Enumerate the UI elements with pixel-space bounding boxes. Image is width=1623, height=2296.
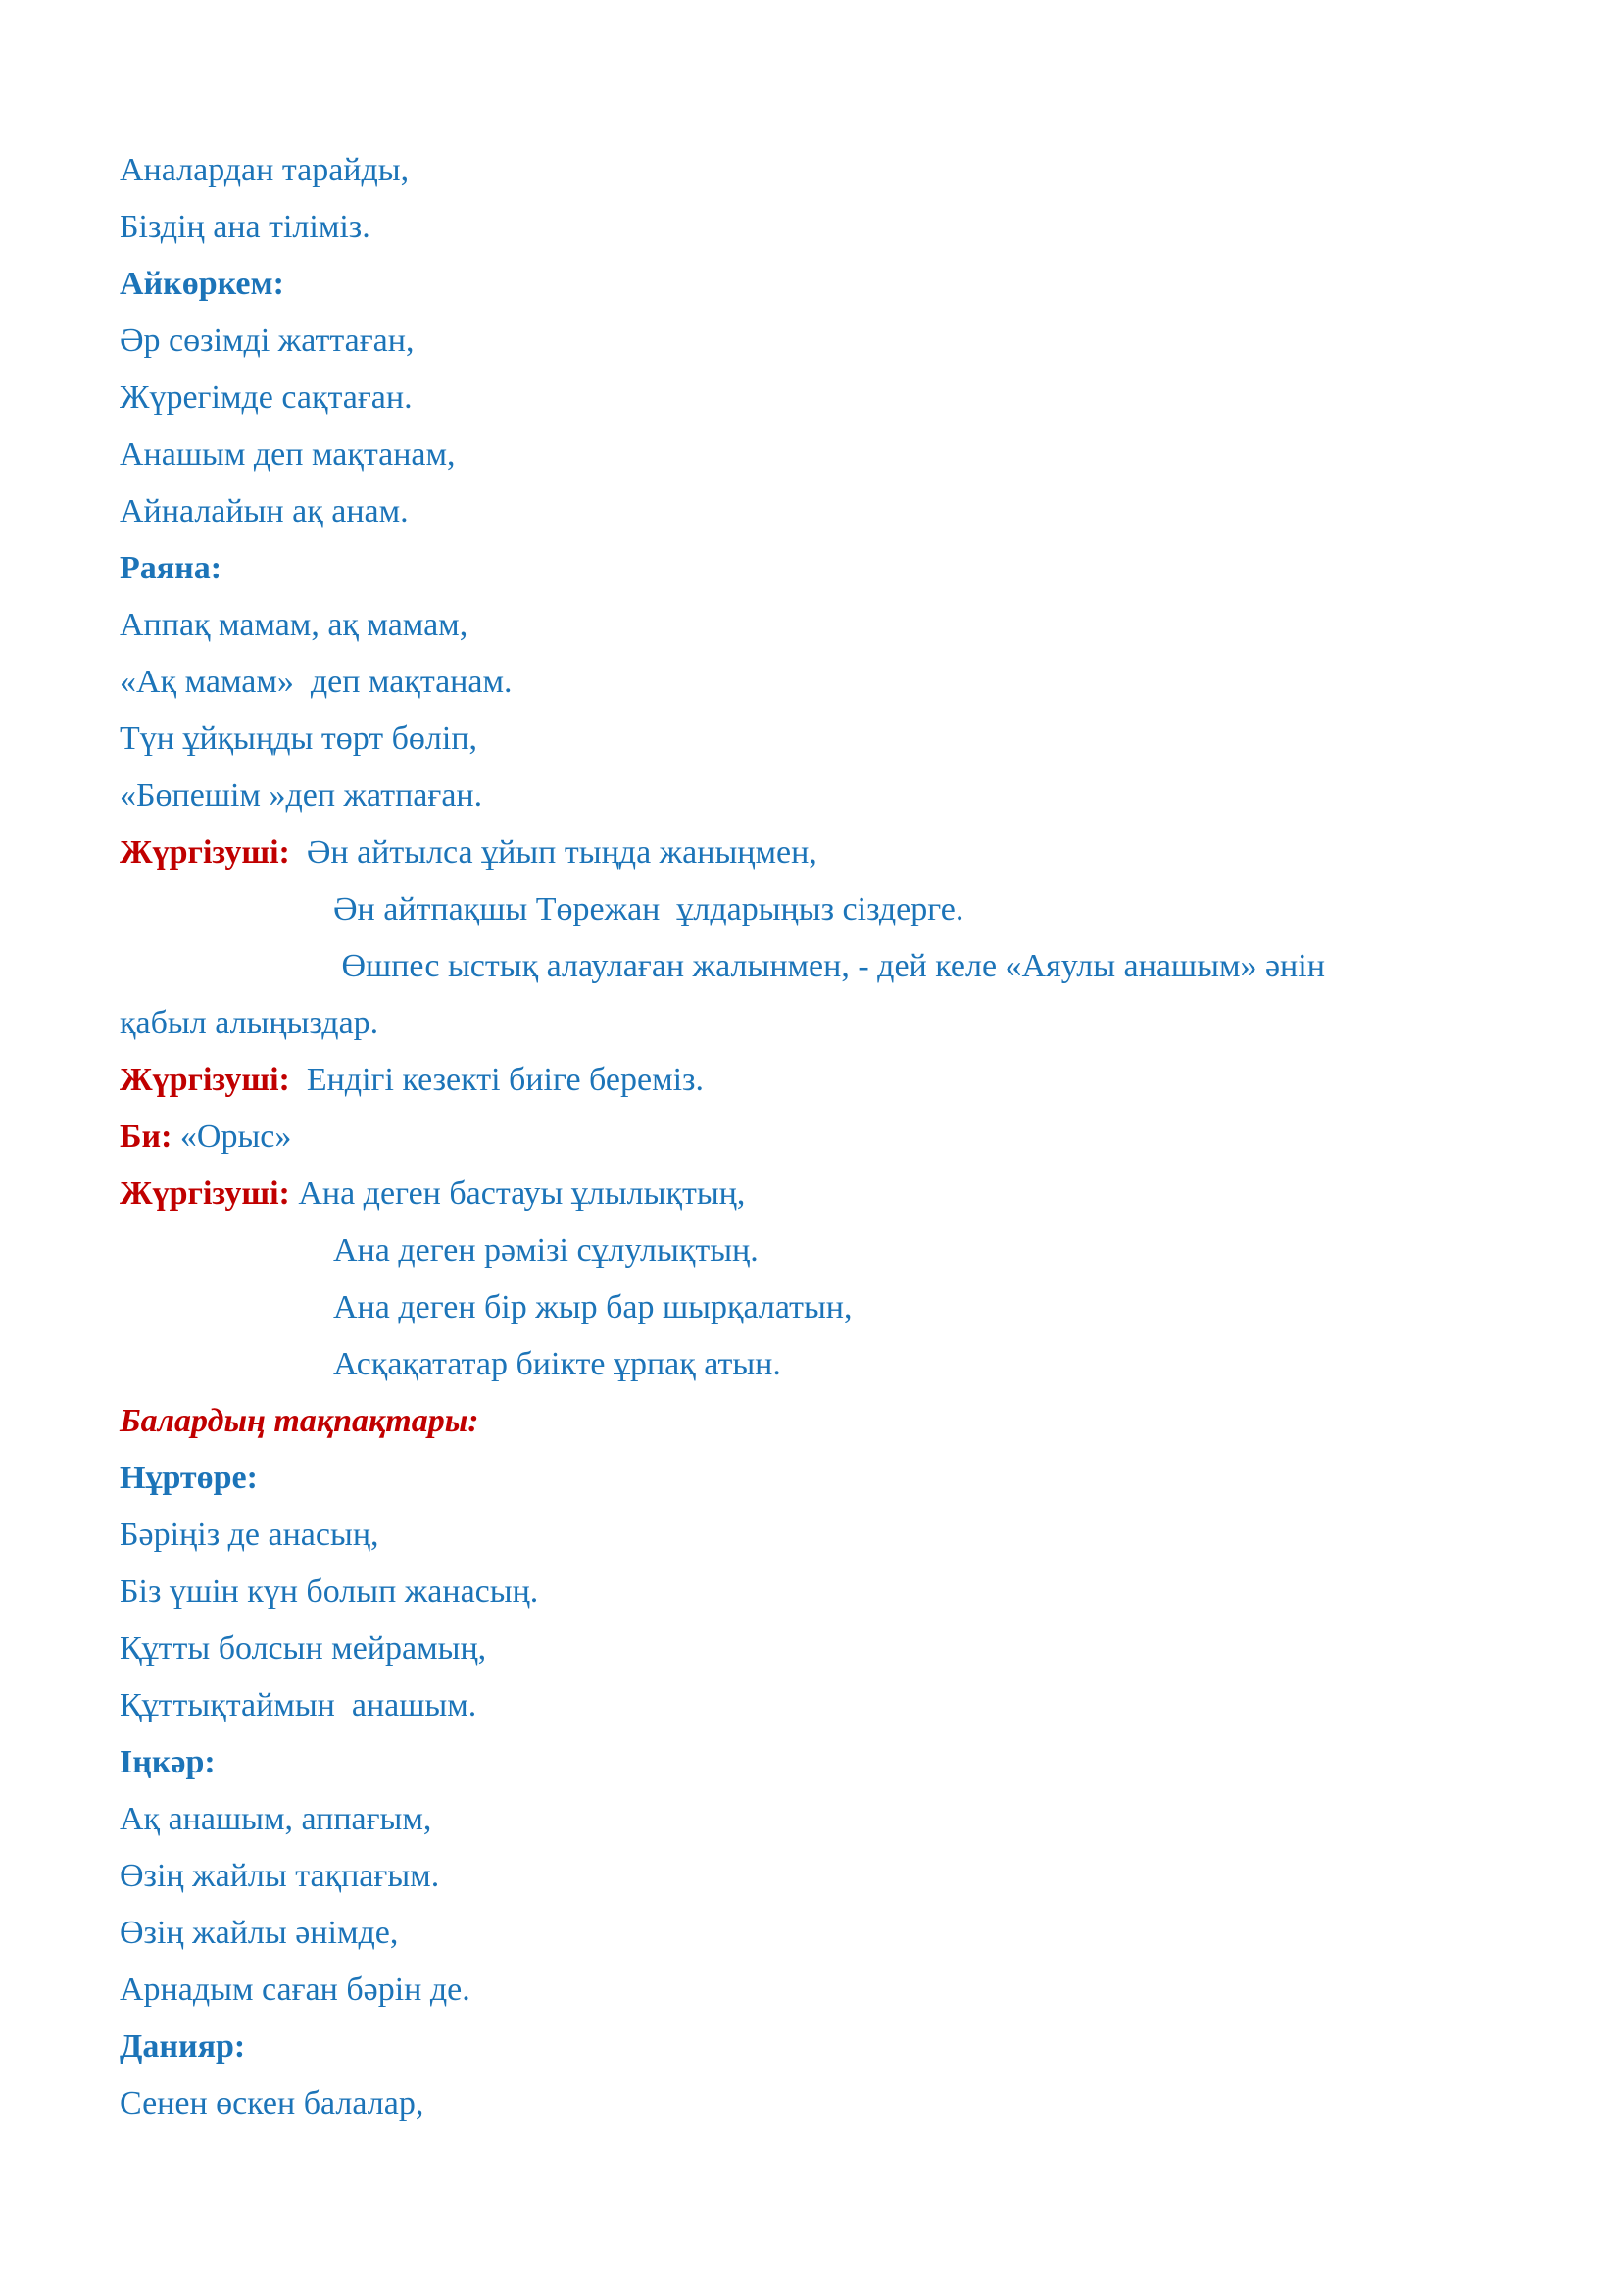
line-text: Ендігі кезекті биіге береміз. <box>289 1062 704 1098</box>
line-text: Ән айтылса ұйып тыңда жаныңмен, <box>289 834 817 871</box>
text-line <box>120 1336 1505 1393</box>
text-line <box>120 142 1505 199</box>
line-text: Бәріңіз де анасың, <box>120 1517 379 1553</box>
line-text: Анашым деп мақтанам, <box>120 436 456 473</box>
line-text: Құтты болсын мейрамың, <box>120 1630 487 1667</box>
line-text: Ана деген бастауы ұлылықтың, <box>289 1175 746 1212</box>
line-text: Айналайын ақ анам. <box>120 493 409 529</box>
line-text: Аппақ мамам, ақ мамам, <box>120 607 468 643</box>
text-line <box>120 768 1505 824</box>
speaker-label: Би: <box>120 1119 172 1155</box>
text-line <box>120 1734 1505 1791</box>
text-line <box>120 1052 1505 1109</box>
text-line <box>120 1166 1505 1223</box>
speaker-label: Жүргізуші: <box>120 834 290 871</box>
text-line <box>120 1279 1505 1336</box>
line-text: Құттықтаймын анашым. <box>120 1687 477 1723</box>
speaker-label: Балардың тақпақтары: <box>120 1403 479 1439</box>
line-text: Жүрегімде сақтаған. <box>120 379 413 416</box>
text-line <box>120 540 1505 597</box>
text-line <box>120 1450 1505 1507</box>
speaker-label: Айкөркем: <box>120 266 284 302</box>
text-line <box>120 370 1505 426</box>
text-line <box>120 1564 1505 1621</box>
line-text: Әр сөзімді жаттаған, <box>120 323 415 359</box>
text-line <box>120 1905 1505 1962</box>
text-line <box>120 654 1505 711</box>
speaker-label: Іңкәр: <box>120 1744 216 1780</box>
text-line <box>120 1507 1505 1564</box>
speaker-label: Жүргізуші: <box>120 1175 290 1212</box>
line-text: Асқақататар биікте ұрпақ атын. <box>333 1346 781 1382</box>
line-text: Біздің ана тіліміз. <box>120 209 370 245</box>
text-line <box>120 199 1505 256</box>
text-line <box>120 1848 1505 1905</box>
line-text: Сенен өскен балалар, <box>120 2085 424 2121</box>
line-text: Ана деген рәмізі сұлулықтың. <box>333 1232 759 1269</box>
speaker-label: Данияр: <box>120 2028 246 2065</box>
text-line <box>120 597 1505 654</box>
text-line <box>120 938 1505 995</box>
line-text: Біз үшін күн болып жанасың. <box>120 1573 539 1610</box>
text-line <box>120 313 1505 370</box>
line-text: қабыл алыңыздар. <box>120 1005 379 1041</box>
text-line <box>120 2019 1505 2075</box>
line-text: Арнадым саған бәрін де. <box>120 1972 470 2008</box>
line-text: Аналардан тарайды, <box>120 152 410 188</box>
text-line <box>120 1677 1505 1734</box>
line-text: Өшпес ыстық алаулаған жалынмен, - дей келе «Аяулы анашым» әнін <box>333 948 1325 984</box>
speaker-label: Жүргізуші: <box>120 1062 290 1098</box>
text-line <box>120 426 1505 483</box>
text-line <box>120 256 1505 313</box>
text-line <box>120 1621 1505 1677</box>
speaker-label: Раяна: <box>120 550 222 586</box>
document-body <box>120 142 1505 2132</box>
line-text: «Бөпешім »деп жатпаған. <box>120 777 483 814</box>
line-text: «Орыс» <box>172 1119 292 1155</box>
text-line <box>120 1962 1505 2019</box>
text-line <box>120 1791 1505 1848</box>
text-line <box>120 1223 1505 1279</box>
line-text: «Ақ мамам» деп мақтанам. <box>120 664 513 700</box>
text-line <box>120 483 1505 540</box>
line-text: Өзің жайлы тақпағым. <box>120 1858 440 1894</box>
text-line <box>120 995 1505 1052</box>
speaker-label: Нұртөре: <box>120 1460 258 1496</box>
text-line <box>120 881 1505 938</box>
text-line <box>120 1109 1505 1166</box>
line-text: Ақ анашым, аппағым, <box>120 1801 432 1837</box>
line-text: Ана деген бір жыр бар шырқалатын, <box>333 1289 853 1325</box>
line-text: Ән айтпақшы Төрежан ұлдарыңыз сіздерге. <box>333 891 964 927</box>
line-text: Түн ұйқыңды төрт бөліп, <box>120 721 478 757</box>
line-text: Өзің жайлы әнімде, <box>120 1915 399 1951</box>
text-line <box>120 2075 1505 2132</box>
text-line <box>120 824 1505 881</box>
text-line <box>120 1393 1505 1450</box>
text-line <box>120 711 1505 768</box>
